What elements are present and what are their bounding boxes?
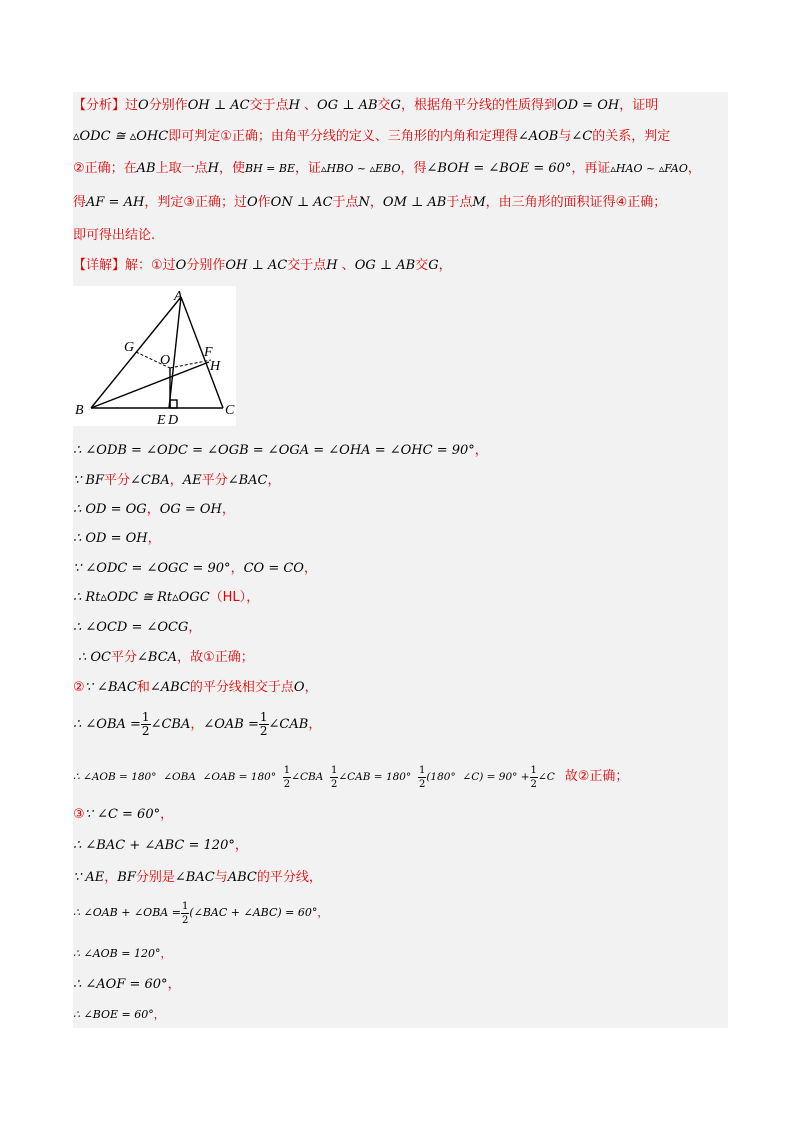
step-5: ∵ ∠ODC = ∠OGC = 90°，CO = CO， bbox=[73, 561, 317, 576]
fraction-half: $\frac{1}{2}$ bbox=[530, 764, 537, 790]
detail-tag: 【详解】 bbox=[73, 258, 126, 273]
label-c: C bbox=[225, 403, 235, 418]
label-d: D bbox=[168, 413, 179, 426]
step-18: ∴ ∠BOE = 60°， bbox=[73, 1008, 165, 1021]
triangle-diagram bbox=[73, 286, 236, 426]
step-3: ∴ OD = OG，OG = OH， bbox=[73, 502, 235, 517]
fraction-half: $\frac{1}{2}$ bbox=[181, 900, 189, 926]
step-4: ∴ OD = OH， bbox=[73, 531, 161, 546]
label-h: H bbox=[210, 359, 221, 374]
detail-line-1: 【详解】解：①过O分别作OH ⊥ AC交于点H 、OG ⊥ AB交G， bbox=[73, 258, 452, 273]
step-8: ∴ OC平分∠BCA，故①正确； bbox=[78, 650, 254, 665]
step-9: ②∵ ∠BAC和∠ABC的平分线相交于点O， bbox=[73, 680, 318, 695]
bisector-ae bbox=[169, 297, 181, 408]
right-angle-mark bbox=[170, 400, 177, 408]
fraction-half: $\frac{1}{2}$ bbox=[259, 710, 268, 738]
label-e: E bbox=[157, 413, 166, 426]
bisector-bf bbox=[91, 362, 209, 408]
label-o: O bbox=[160, 353, 171, 368]
fraction-half: $\frac{1}{2}$ bbox=[418, 764, 426, 790]
side-ac bbox=[181, 297, 223, 408]
fraction-half: $\frac{1}{2}$ bbox=[283, 764, 291, 790]
label-b: B bbox=[75, 403, 84, 418]
step-7: ∴ ∠OCD = ∠OCG， bbox=[73, 620, 202, 635]
analysis-line-5: 即可得出结论. bbox=[73, 228, 156, 243]
step-15: ∴ ∠OAB + ∠OBA = $\frac{1}{2}$ (∠BAC + ∠ABC) = 60°， bbox=[73, 900, 329, 926]
analysis-line-2: ▵ODC ≅ ▵OHC即可判定①正确；由角平分线的定义、三角形的内角和定理得∠AOB与∠C的关系，判定 bbox=[73, 129, 671, 144]
label-a: A bbox=[174, 289, 183, 304]
step-11: ∴ ∠AOB = 180° ∠OBA ∠OAB = 180° $\frac{1}{2}$ ∠CBA $\frac{1}{2}$ ∠CAB = 180° $\frac{1}{2}$ (180° ∠C) = 90° + $\frac{1}{2}$ ∠C 故②正确； bbox=[73, 764, 629, 790]
step-16: ∴ ∠AOB = 120°， bbox=[73, 947, 172, 960]
step-12: ③∵ ∠C = 60°， bbox=[73, 807, 174, 822]
step-6: ∴ Rt▵ODC ≅ Rt▵OGC（HL）， bbox=[73, 590, 260, 605]
triangle-figure bbox=[73, 286, 236, 426]
step-14: ∵ AE，BF分别是∠BAC与ABC的平分线， bbox=[73, 870, 322, 885]
analysis-line-3: ②正确；在AB上取一点H，使BH = BE，证▵HBO ~ ▵EBO，得∠BOH = ∠BOE = 60°，再证▵HAO ~ ▵FAO， bbox=[73, 161, 701, 176]
step-1: ∴ ∠ODB = ∠ODC = ∠OGB = ∠OGA = ∠OHA = ∠OHC = 90°， bbox=[73, 443, 488, 458]
fraction-half: $\frac{1}{2}$ bbox=[141, 710, 150, 738]
step-10: ∴ ∠OBA = $\frac{1}{2}$ ∠CBA，∠OAB = $\frac{1}{2}$ ∠CAB， bbox=[73, 710, 322, 738]
analysis-tag: 【分析】 bbox=[73, 98, 126, 113]
analysis-line-4: 得AF = AH，判定③正确；过O作ON ⊥ AC于点N，OM ⊥ AB于点M，由三角形的面积证得④正确； bbox=[73, 195, 667, 210]
fraction-half: $\frac{1}{2}$ bbox=[330, 764, 338, 790]
solution-panel bbox=[73, 92, 728, 1028]
label-g: G bbox=[124, 340, 135, 355]
label-f: F bbox=[204, 345, 213, 360]
step-17: ∴ ∠AOF = 60°， bbox=[73, 977, 181, 992]
analysis-line-1: 【分析】过O分别作OH ⊥ AC交于点H 、OG ⊥ AB交G，根据角平分线的性质得到OD = OH，证明 bbox=[73, 98, 659, 113]
step-13: ∴ ∠BAC + ∠ABC = 120°， bbox=[73, 838, 248, 853]
step-2: ∵ BF平分∠CBA，AE平分∠BAC， bbox=[73, 473, 281, 488]
